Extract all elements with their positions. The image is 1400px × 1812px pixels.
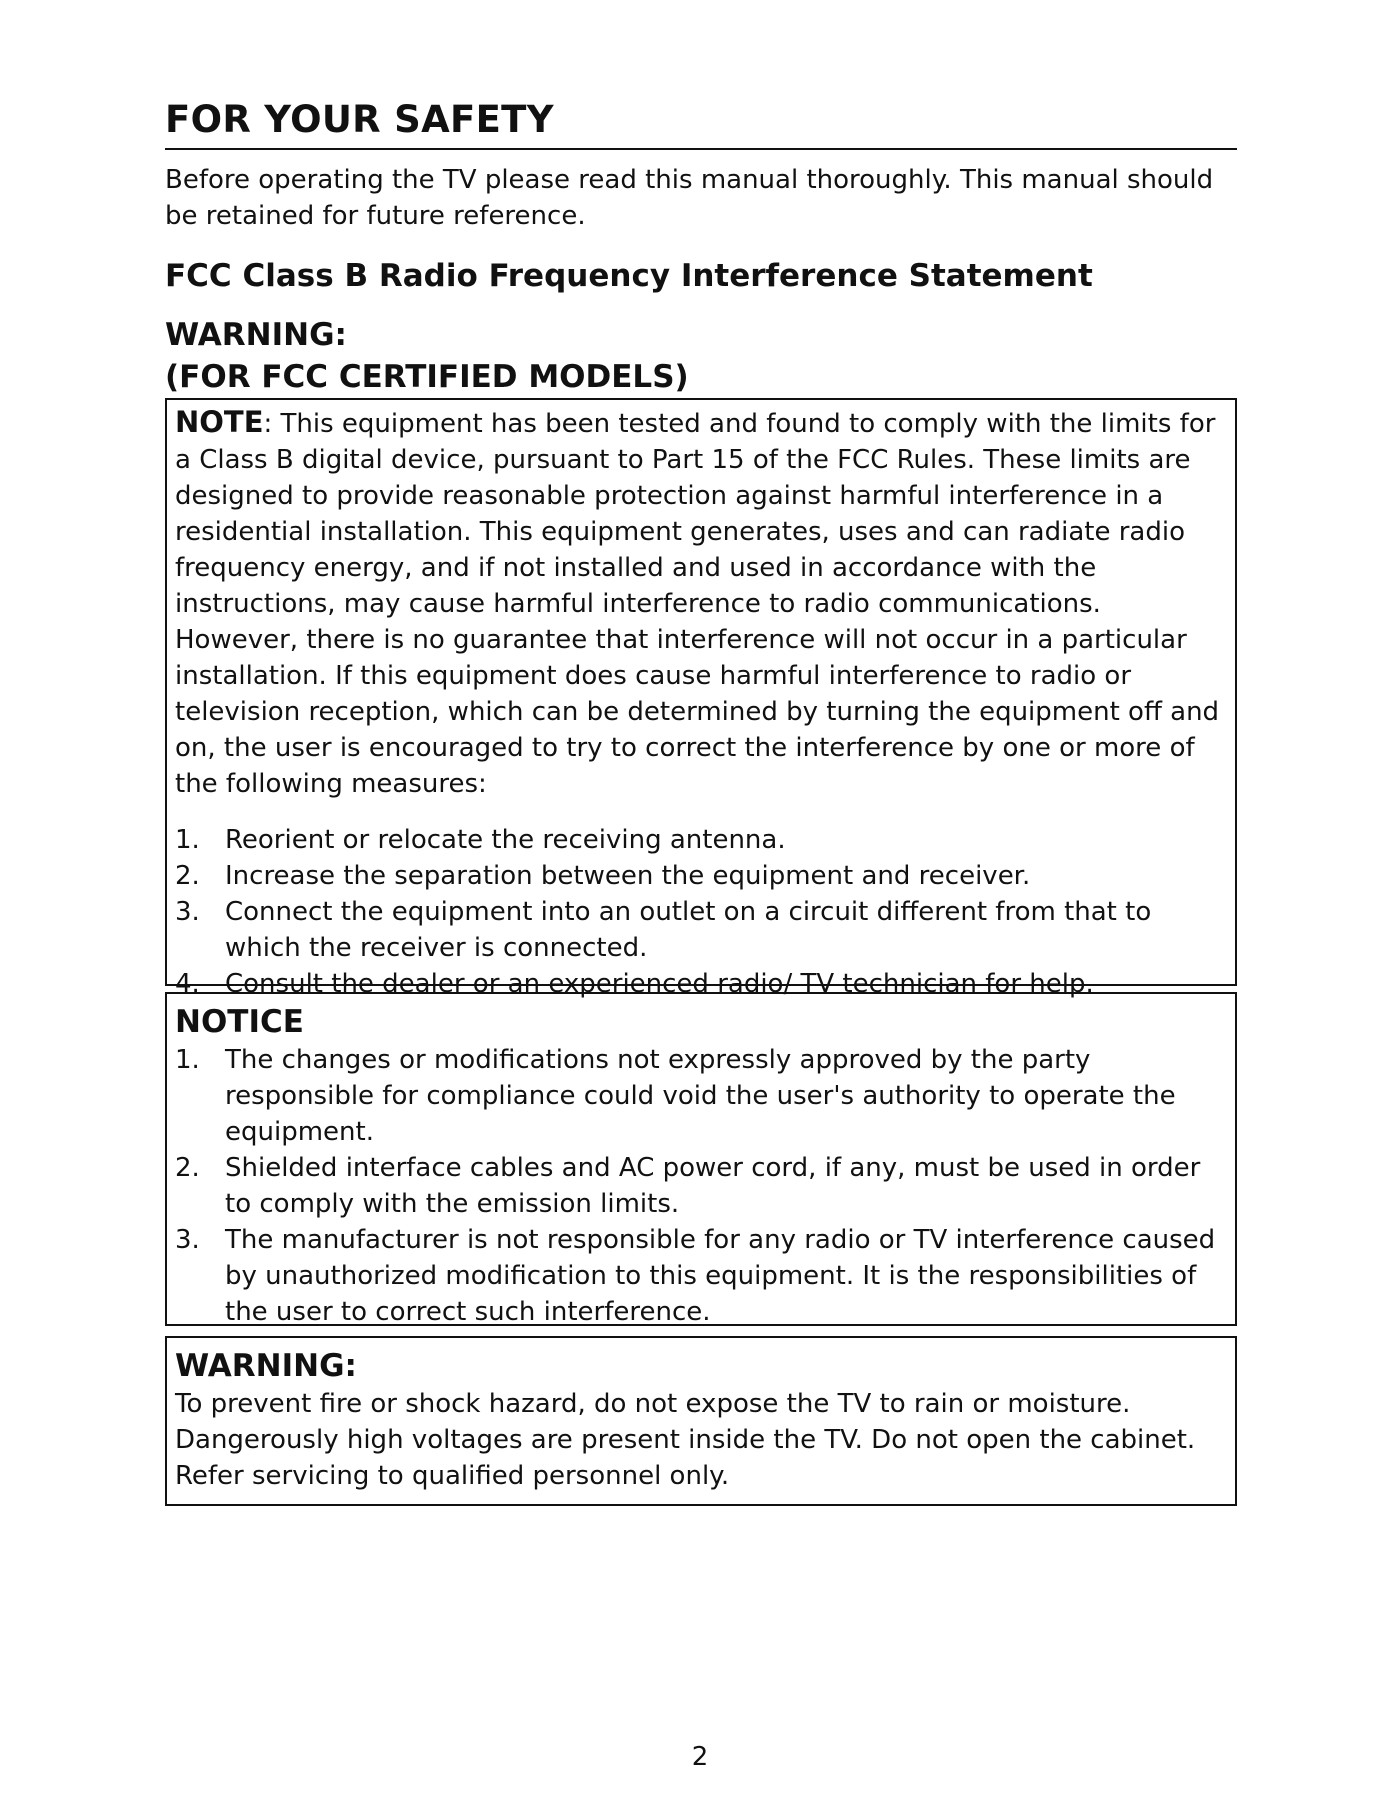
page-title: FOR YOUR SAFETY: [165, 98, 1237, 150]
list-item-number: 1.: [175, 825, 200, 855]
list-item-number: 4.: [175, 969, 200, 999]
fcc-heading: FCC Class B Radio Frequency Interference Statement: [165, 258, 1093, 294]
note-label: NOTE: [175, 405, 264, 439]
page-number: 2: [691, 1742, 709, 1772]
warning-box-title: WARNING:: [175, 1348, 357, 1384]
notice-title: NOTICE: [175, 1004, 304, 1040]
list-item: [175, 858, 1227, 894]
notice-list: [175, 1042, 1227, 1330]
list-item-number: 2.: [175, 1153, 200, 1183]
list-item-text: Shielded interface cables and AC power cord, if any, must be used in order to comply with the emission limits.: [225, 1153, 1201, 1219]
list-item-text: Consult the dealer or an experienced radio/ TV technician for help.: [225, 969, 1094, 999]
list-item-number: 3.: [175, 897, 200, 927]
warning-heading-line2: (FOR FCC CERTIFIED MODELS): [165, 359, 689, 395]
warning-box: [165, 1336, 1237, 1506]
note-measures-list: [175, 822, 1227, 1002]
note-text: : This equipment has been tested and found to comply with the limits for a Class B digital device, pursuant to Part 15 of the FCC Rules. These limits are designed to provide reasonable protection against harmful interference in a residential installation. This equipment generates, uses and can radiate radio frequency energy, and if not installed and used in accordance with the instructions, may cause harmful interference to radio communications. However, there is no guarantee that interference will not occur in a particular installation. If this equipment does cause harmful interference to radio or television reception, which can be determined by turning the equipment off and on, the user is encouraged to try to correct the interference by one or more of the following measures:: [175, 409, 1220, 799]
list-item-text: Reorient or relocate the receiving antenna.: [225, 825, 786, 855]
list-item: [175, 966, 1227, 1002]
list-item-number: 1.: [175, 1045, 200, 1075]
list-item-text: Connect the equipment into an outlet on a circuit different from that to which the receiver is connected.: [225, 897, 1152, 963]
document-page: [165, 98, 1237, 1506]
list-item: [175, 894, 1227, 966]
warning-box-text: To prevent fire or shock hazard, do not expose the TV to rain or moisture. Dangerously high voltages are present inside the TV. Do not open the cabinet. Refer servicing to qualified personnel only.: [175, 1389, 1196, 1491]
notice-box: [165, 992, 1237, 1326]
intro-paragraph: Before operating the TV please read this manual thoroughly. This manual should be retained for future reference.: [165, 165, 1214, 231]
list-item: [175, 822, 1227, 858]
list-item: [175, 1042, 1227, 1150]
note-paragraph: [175, 404, 1227, 802]
list-item-text: The manufacturer is not responsible for any radio or TV interference caused by unauthorized modification to this equipment. It is the responsibilities of the user to correct such interference.: [225, 1225, 1216, 1327]
warning-heading: [165, 314, 1237, 398]
list-item-number: 3.: [175, 1225, 200, 1255]
list-item: [175, 1222, 1227, 1330]
list-item-text: The changes or modifications not expressly approved by the party responsible for compliance could void the user's authority to operate the equipment.: [225, 1045, 1176, 1147]
list-item-text: Increase the separation between the equipment and receiver.: [225, 861, 1031, 891]
list-item: [175, 1150, 1227, 1222]
note-box: [165, 398, 1237, 999]
warning-heading-line1: WARNING:: [165, 317, 347, 353]
list-item-number: 2.: [175, 861, 200, 891]
